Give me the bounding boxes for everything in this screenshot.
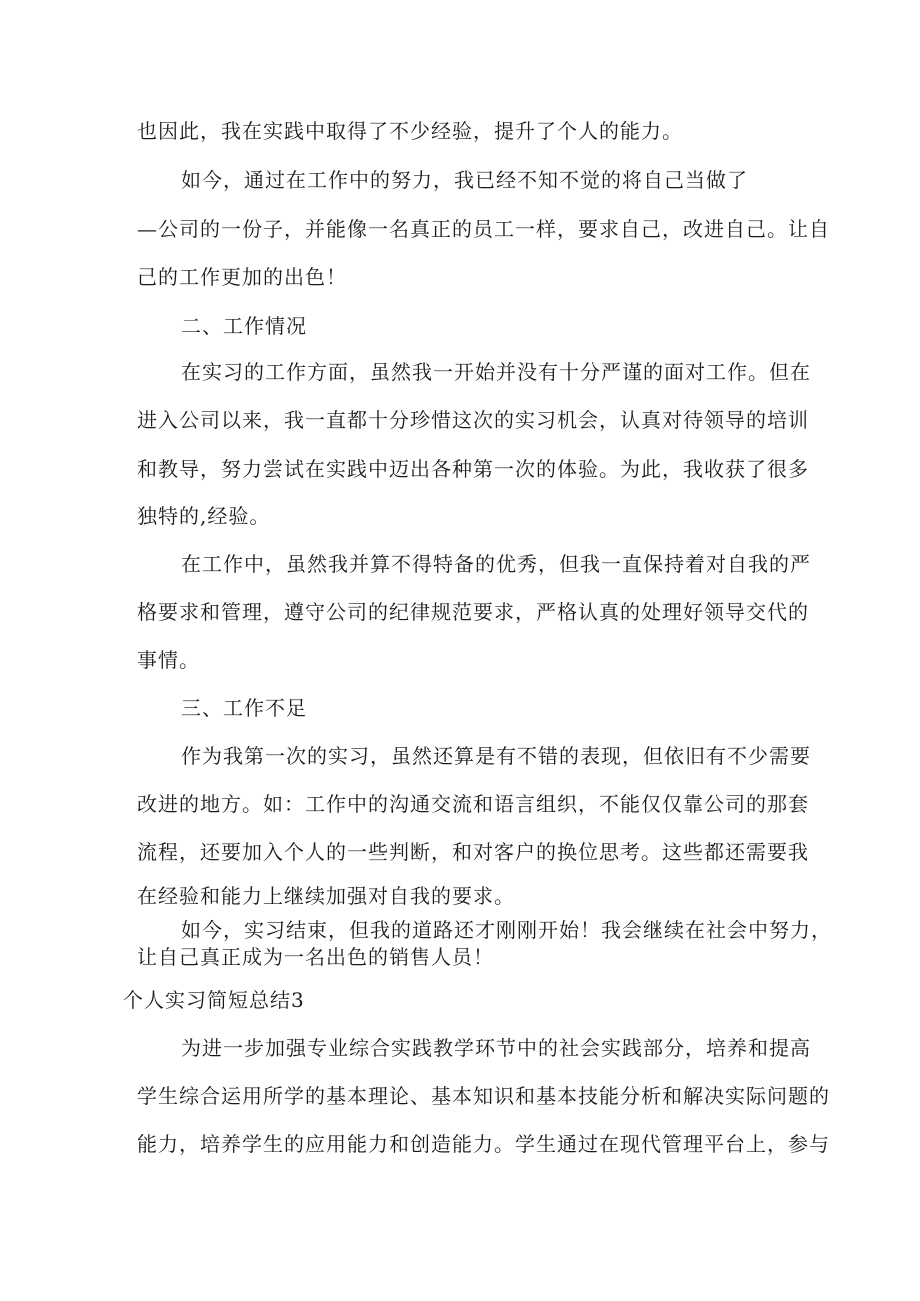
paragraph-line: 进入公司以来，我一直都十分珍惜这次的实习机会，认真对待领导的培训: [137, 408, 809, 432]
paragraph-line: 改进的地方。如：工作中的沟通交流和语言组织，不能仅仅靠公司的那套: [137, 792, 809, 816]
paragraph-line: 独特的,经验。: [137, 504, 271, 528]
paragraph-line: 在经验和能力上继续加强对自我的要求。: [137, 884, 515, 908]
paragraph-line: 己的工作更加的出色！: [137, 265, 347, 289]
paragraph-line: 作为我第一次的实习，虽然还算是有不错的表现，但依旧有不少需要: [181, 744, 811, 768]
section-title-internship-summary-3: 个人实习简短总结3: [123, 988, 305, 1012]
paragraph-line: 学生综合运用所学的基本理论、基本知识和基本技能分析和解决实际问题的: [137, 1084, 830, 1108]
section-heading-work-situation: 二、工作情况: [181, 314, 307, 338]
paragraph-line: 能力，培养学生的应用能力和创造能力。学生通过在现代管理平台上，参与: [137, 1132, 830, 1156]
paragraph-line: 在工作中，虽然我并算不得特备的优秀，但我一直保持着对自我的严: [181, 552, 811, 576]
paragraph-line: 如今，实习结束，但我的道路还才刚刚开始！我会继续在社会中努力，: [181, 918, 832, 942]
paragraph-line: 流程，还要加入个人的一些判断，和对客户的换位思考。这些都还需要我: [137, 840, 809, 864]
paragraph-line: 如今，通过在工作中的努力，我已经不知不觉的将自己当做了: [181, 168, 748, 192]
paragraph-line: 和教导，努力尝试在实践中迈出各种第一次的体验。为此，我收获了很多: [137, 457, 809, 481]
paragraph-line: 在实习的工作方面，虽然我一开始并没有十分严谨的面对工作。但在: [181, 360, 811, 384]
paragraph-line: 让自己真正成为一名出色的销售人员！: [137, 945, 494, 969]
paragraph-line: 为进一步加强专业综合实践教学环节中的社会实践部分，培养和提高: [181, 1036, 811, 1060]
section-heading-work-shortcomings: 三、工作不足: [181, 696, 307, 720]
paragraph-line: 事情。: [137, 648, 200, 672]
paragraph-line: 也因此，我在实践中取得了不少经验，提升了个人的能力。: [137, 119, 683, 143]
paragraph-line: —公司的一份子，并能像一名真正的员工一样，要求自己，改进自己。让自: [137, 217, 830, 241]
paragraph-line: 格要求和管理，遵守公司的纪律规范要求，严格认真的处理好领导交代的: [137, 600, 809, 624]
